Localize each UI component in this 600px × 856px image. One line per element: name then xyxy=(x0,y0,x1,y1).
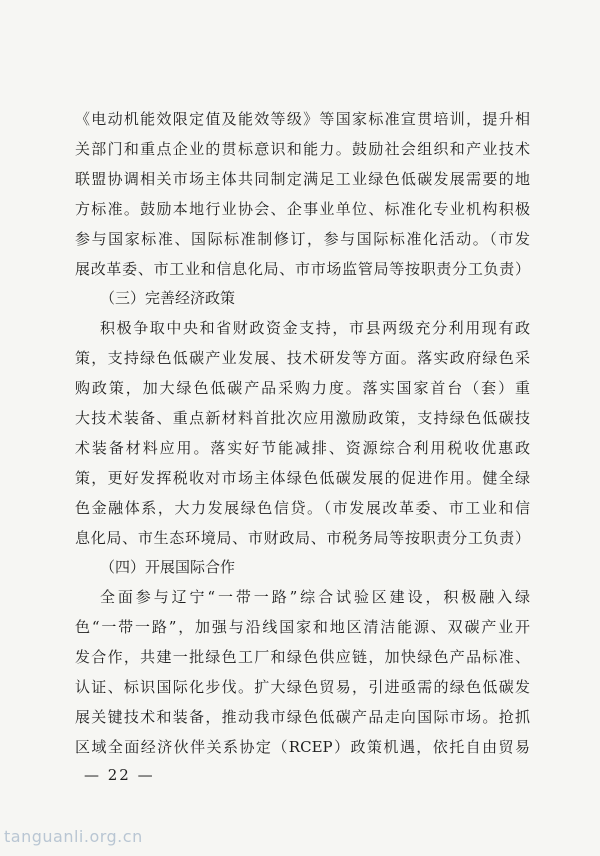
text-line: 发合作，共建一批绿色工厂和绿色供应链，加快绿色产品标准、 xyxy=(75,648,530,666)
text-line: 息化局、市生态环境局、市财政局、市税务局等按职责分工负责） xyxy=(75,529,530,547)
text-line: 策，支持绿色低碳产业发展、技术研发等方面。落实政府绿色采 xyxy=(75,349,530,367)
text-line: 关部门和重点企业的贯标意识和能力。鼓励社会组织和产业技术 xyxy=(75,140,530,158)
text-line: 认证、标识国际化步伐。扩大绿色贸易，引进亟需的绿色低碳发 xyxy=(75,678,530,696)
text-line: 展关键技术和装备，推动我市绿色低碳产品走向国际市场。抢抓 xyxy=(75,708,530,726)
text-line: 策，更好发挥税收对市场主体绿色低碳发展的促进作用。健全绿 xyxy=(75,469,530,487)
section-heading: （四）开展国际合作 xyxy=(100,558,236,576)
text-line: 购政策，加大绿色低碳产品采购力度。落实国家首台（套）重 xyxy=(75,379,530,397)
text-line: 积极争取中央和省财政资金支持，市县两级充分利用现有政 xyxy=(100,319,530,337)
text-line: 方标准。鼓励本地行业协会、企事业单位、标准化专业机构积极 xyxy=(75,200,530,218)
page-number: — 22 — xyxy=(84,766,155,784)
watermark: tanguanli.org.cn xyxy=(4,827,143,846)
text-line: 参与国家标准、国际标准制修订，参与国际标准化活动。（市发 xyxy=(75,230,530,248)
section-heading: （三）完善经济政策 xyxy=(100,289,236,307)
text-line: 区域全面经济伙伴关系协定（RCEP）政策机遇，依托自由贸易 xyxy=(75,738,530,756)
text-line: 色金融体系，大力发展绿色信贷。（市发展改革委、市工业和信 xyxy=(75,499,530,517)
text-line: 全面参与辽宁“一带一路”综合试验区建设，积极融入绿 xyxy=(100,588,530,606)
text-line: 联盟协调相关市场主体共同制定满足工业绿色低碳发展需要的地 xyxy=(75,170,530,188)
text-line: 术装备材料应用。落实好节能减排、资源综合利用税收优惠政 xyxy=(75,439,530,457)
text-line: 展改革委、市工业和信息化局、市市场监管局等按职责分工负责） xyxy=(75,260,530,278)
text-line: 色“一带一路”，加强与沿线国家和地区清洁能源、双碳产业开 xyxy=(75,618,530,636)
text-line: 《电动机能效限定值及能效等级》等国家标准宣贯培训，提升相 xyxy=(75,110,530,128)
text-line: 大技术装备、重点新材料首批次应用激励政策，支持绿色低碳技 xyxy=(75,409,530,427)
